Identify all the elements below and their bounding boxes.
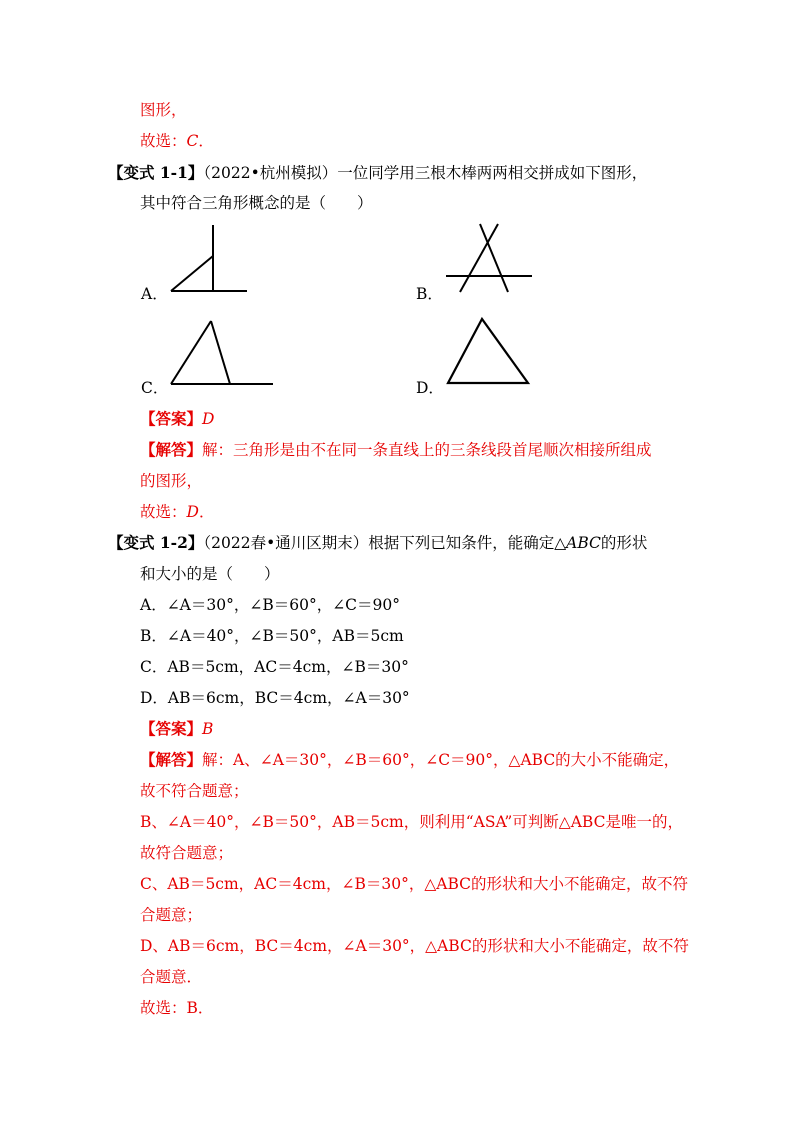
q2-analysis-d1: D、AB＝6cm，BC＝4cm，∠A＝30°，△ABC的形状和大小不能确定，故不符: [140, 937, 689, 955]
q2-stem-line2: 和大小的是（ ）: [140, 565, 280, 583]
q1-figure-b: [440, 218, 540, 298]
q1-stem-line2: 其中符合三角形概念的是（ ）: [140, 194, 373, 212]
q2-analysis-a1-text: 解：A、∠A＝30°，∠B＝60°，∠C＝90°，△ABC的大小不能确定，: [202, 751, 680, 769]
prev-conclusion-answer: C: [186, 132, 199, 150]
q1-analysis-line2: 的图形，: [140, 472, 203, 490]
q2-analysis-a2: 故不符合题意；: [140, 782, 249, 800]
q2-stem-line1: [108, 533, 647, 553]
q1-stem1: （2022•杭州模拟）一位同学用三根木棒两两相交拼成如下图形，: [203, 164, 648, 182]
q2-tag: 【变式 1-2】: [108, 533, 204, 552]
q1-answer: [140, 409, 214, 429]
q2-analysis-b2: 故符合题意；: [140, 844, 234, 862]
q1-answer-tag: 【答案】: [140, 409, 203, 428]
q1-analysis-tag: 【解答】: [140, 440, 203, 459]
q1-figure-d: [440, 313, 535, 389]
q2-option-c: C．AB＝5cm，AC＝4cm，∠B＝30°: [140, 658, 409, 676]
q1-analysis-line1: [140, 440, 652, 460]
q2-analysis-b1: B、∠A＝40°，∠B＝50°，AB＝5cm，则利用“ASA”可判断△ABC是唯一的，: [140, 813, 683, 831]
q1-option-d-label: D．: [416, 379, 444, 397]
prev-conclusion-suffix: ．: [198, 132, 214, 150]
q1-conclusion: [140, 502, 214, 522]
q2-analysis-c1: C、AB＝5cm，AC＝4cm，∠B＝30°，△ABC的形状和大小不能确定，故不符: [140, 875, 688, 893]
prev-line-1: 图形，: [140, 101, 187, 119]
q1-tag: 【变式 1-1】: [108, 163, 204, 182]
q1-conclusion-prefix: 故选：: [140, 503, 187, 521]
prev-conclusion-prefix: 故选：: [140, 132, 187, 150]
q1-answer-value: D: [202, 410, 215, 428]
q2-analysis-a1: [140, 750, 679, 770]
q2-option-b: B．∠A＝40°，∠B＝50°，AB＝5cm: [140, 627, 404, 645]
q1-option-b-label: B．: [416, 285, 443, 303]
prev-conclusion: [140, 131, 214, 151]
q1-conclusion-answer: D: [186, 503, 199, 521]
q2-stem1a: （2022春•通川区期末）根据下列已知条件，能确定△: [203, 534, 567, 552]
q2-stem1-abc: ABC: [566, 534, 601, 552]
q1-option-a-label: A．: [141, 285, 168, 303]
q2-answer-value: B: [202, 720, 214, 738]
q2-analysis-c2: 合题意；: [140, 906, 203, 924]
q1-stem-line1: [108, 163, 647, 183]
q1-conclusion-suffix: ．: [198, 503, 215, 521]
q1-option-c-label: C．: [141, 379, 169, 397]
q2-option-a: A．∠A＝30°，∠B＝60°，∠C＝90°: [140, 596, 401, 614]
q2-answer: [140, 719, 213, 739]
q1-figure-c: [165, 315, 280, 390]
q1-analysis-text1: 解：三角形是由不在同一条直线上的三条线段首尾顺次相接所组成: [202, 441, 652, 459]
q1-figure-a: [165, 220, 255, 300]
q2-analysis-tag: 【解答】: [140, 750, 203, 769]
q2-analysis-d2: 合题意．: [140, 968, 203, 986]
q2-stem1b: 的形状: [600, 534, 648, 552]
q2-option-d: D．AB＝6cm，BC＝4cm，∠A＝30°: [140, 689, 410, 707]
q2-answer-tag: 【答案】: [140, 719, 203, 738]
q2-conclusion: 故选：B．: [140, 999, 214, 1017]
